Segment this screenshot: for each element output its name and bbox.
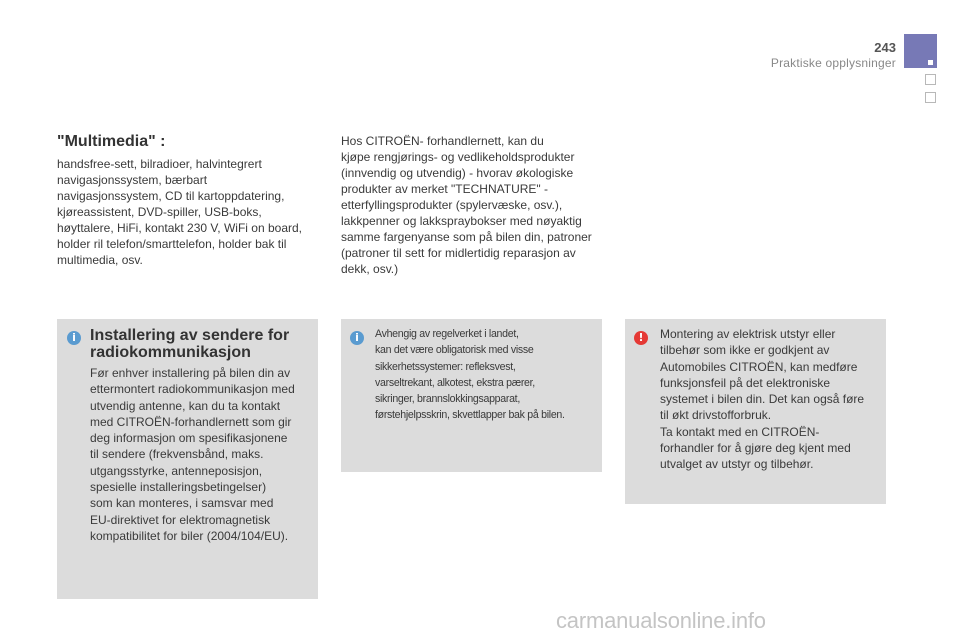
warning-text: [660, 326, 884, 473]
text-line: kompatibilitet for biler (2004/104/EU).: [90, 528, 289, 543]
text-line: som kan monteres, i samsvar med: [90, 496, 274, 511]
text-line: EU-direktivet for elektromagnetisk: [90, 512, 271, 527]
text-line: høyttalere, HiFi, kontakt 230 V, WiFi on board,: [57, 221, 302, 235]
text-line: sikringer, brannslokkingsapparat,: [375, 393, 520, 406]
radio-installation-text: [90, 365, 316, 544]
title-line: radiokommunikasjon: [90, 344, 251, 361]
text-line: kjøreassistent, DVD-spiller, USB-boks,: [57, 205, 262, 219]
text-line: navigasjonssystem, CD til kartoppdatering,: [57, 189, 285, 203]
text-line: Automobiles CITROËN, kan medføre: [660, 359, 858, 374]
text-line: tilbehør som ikke er godkjent av: [660, 343, 830, 358]
text-line: samme fargenyanse som på bilen din, patroner: [341, 230, 592, 244]
text-line: til økt drivstofforbruk.: [660, 408, 772, 423]
text-line: varseltrekant, alkotest, ekstra pærer,: [375, 376, 535, 389]
text-line: til sendere (frekvensbånd, maks.: [90, 447, 264, 462]
text-line: sikkerhetssystemer: refleksvest,: [375, 360, 516, 373]
text-line: deg informasjon om spesifikasjonene: [90, 431, 288, 446]
radio-installation-title: [90, 327, 314, 361]
title-line: Installering av sendere for: [90, 327, 290, 344]
watermark: carmanualsonline.info: [556, 608, 766, 633]
text-line: lakkpenner og lakkspraybokser med nøyaktig: [341, 214, 582, 228]
text-line: dekk, osv.): [341, 262, 399, 276]
text-line: holder ril telefon/smarttelefon, holder bak til: [57, 237, 287, 251]
text-line: navigasjonssystem, bærbart: [57, 173, 208, 187]
chapter-tab-marker: [904, 34, 937, 68]
page-number: 243: [874, 40, 896, 55]
text-line: spesielle installeringsbetingelser): [90, 480, 267, 495]
text-line: Avhengig av regelverket i landet,: [375, 328, 519, 340]
multimedia-heading: "Multimedia" :: [57, 133, 166, 150]
text-line: utvendig antenne, kan du ta kontakt: [90, 398, 281, 413]
text-line: utgangsstyrke, antenneposisjon,: [90, 463, 263, 478]
text-line: multimedia, osv.: [57, 253, 143, 267]
chapter-tab-empty: [925, 92, 936, 103]
text-line: produkter av merket "TECHNATURE" -: [341, 182, 549, 196]
multimedia-paragraph: [57, 156, 327, 268]
warning-box: [625, 319, 886, 504]
text-line: kjøpe rengjørings- og vedlikeholdsprodukter: [341, 150, 575, 164]
text-line: (patroner til sett for midlertidig reparasjon av: [341, 246, 576, 260]
section-title: Praktiske opplysninger: [770, 56, 896, 70]
regulation-text: [375, 326, 601, 424]
info-icon: i: [350, 331, 364, 345]
text-line: utvalget av utstyr og tilbehør.: [660, 457, 814, 472]
text-line: Ta kontakt med en CITROËN-: [660, 424, 820, 439]
radio-installation-box: [57, 319, 318, 599]
exclamation-warning-icon: !: [634, 331, 648, 345]
info-icon: i: [67, 331, 81, 345]
text-line: forhandler for å gjøre deg kjent med: [660, 441, 851, 456]
text-line: handsfree-sett, bilradioer, halvintegrert: [57, 157, 262, 171]
text-line: Før enhver installering på bilen din av: [90, 366, 291, 380]
regulation-box: [341, 319, 602, 472]
text-line: (innvendig og utvendig) - hvorav økologiske: [341, 166, 574, 180]
text-line: førstehjelpsskrin, skvettlapper bak på bilen.: [375, 409, 565, 422]
chapter-tab-empty: [925, 74, 936, 85]
text-line: systemet i bilen din. Det kan også føre: [660, 392, 865, 407]
text-line: ettermontert radiokommunikasjon med: [90, 382, 295, 397]
text-line: etterfyllingsprodukter (spylervæske, osv.),: [341, 198, 563, 212]
technature-paragraph: [341, 133, 611, 277]
text-line: funksjonsfeil på det elektroniske: [660, 375, 831, 390]
text-line: kan det være obligatorisk med visse: [375, 344, 534, 357]
text-line: Montering av elektrisk utstyr eller: [660, 327, 836, 341]
tab-dot: [928, 60, 933, 65]
text-line: Hos CITROËN- forhandlernett, kan du: [341, 134, 544, 148]
text-line: med CITROËN-forhandlernett som gir: [90, 414, 292, 429]
